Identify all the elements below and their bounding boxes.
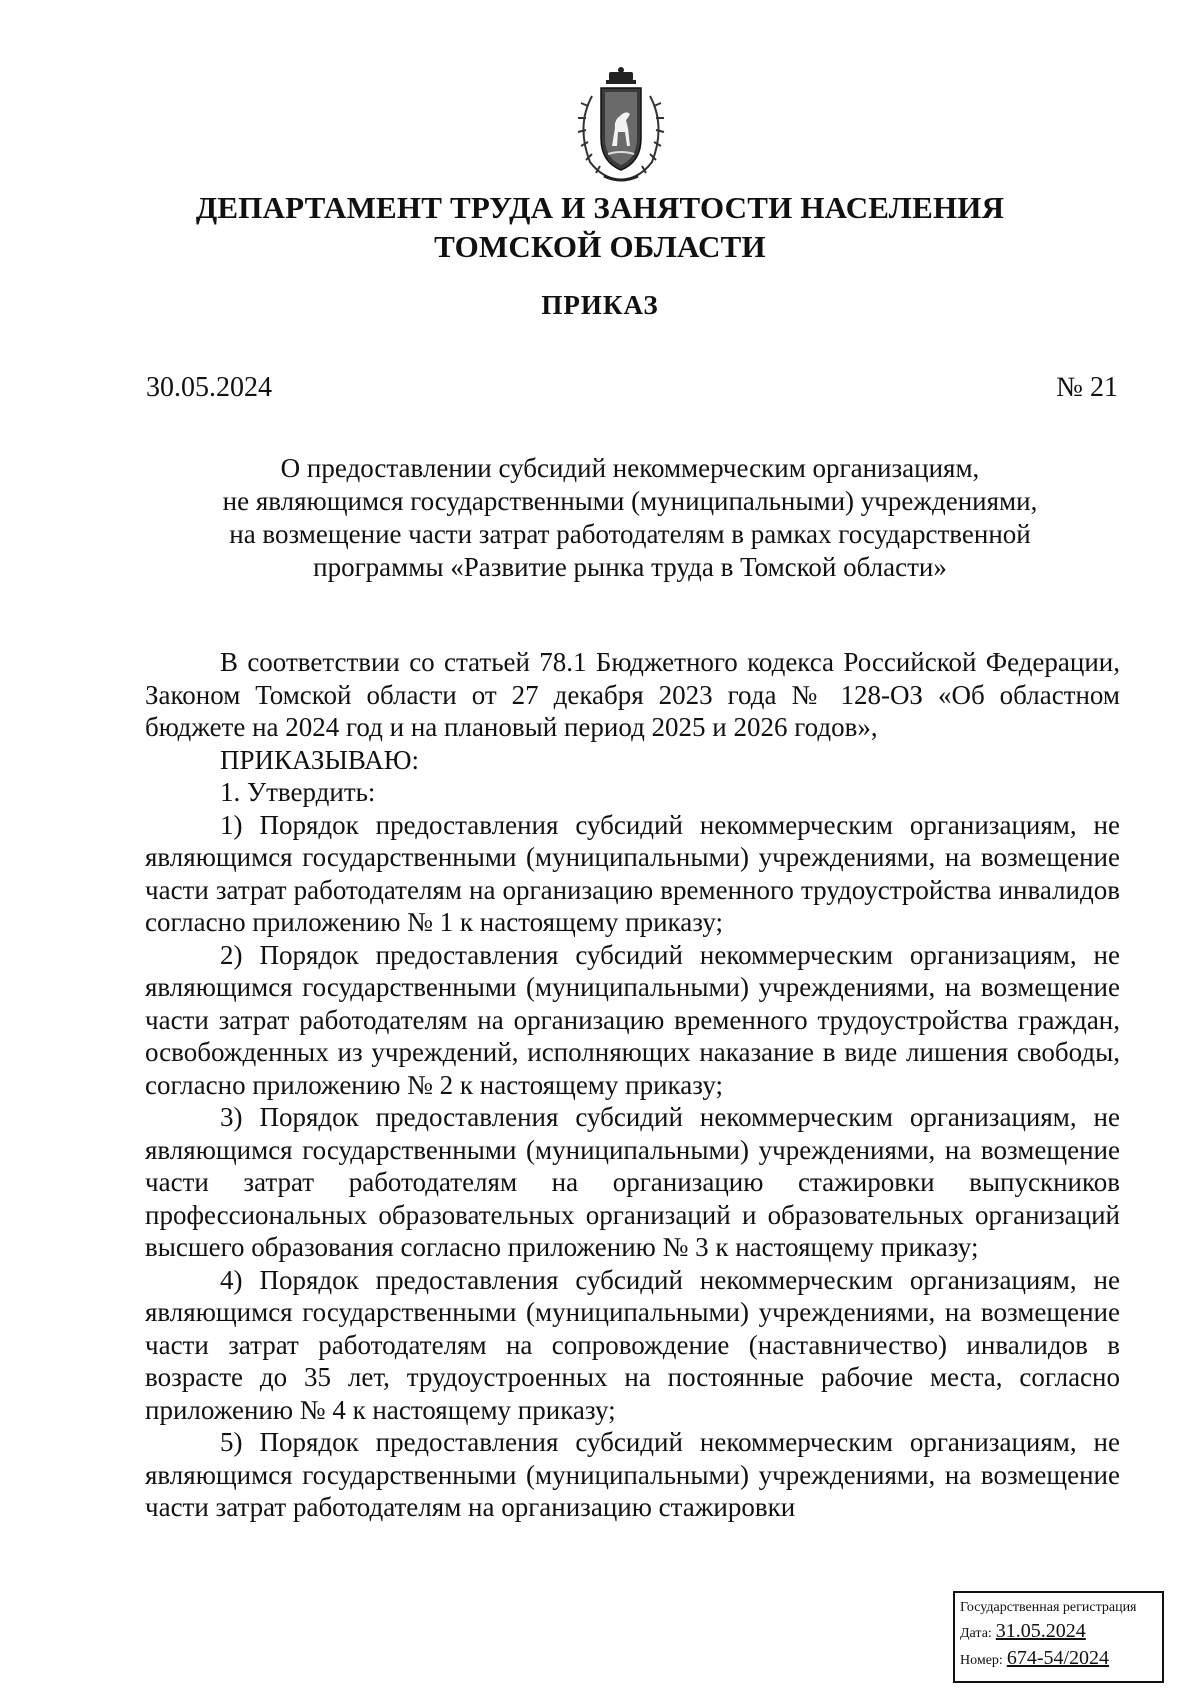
list-item: 2) Порядок предоставления субсидий некоммерческим организациям, не являющимся государственными (муниципальными) учреждениями, на возмещение части затрат работодателям на организацию временного трудоустройства граждан, освобожденных из учреждений, исполняющих наказание в виде лишения свободы, согласно приложению № 2 к настоящему приказу; — [145, 939, 1120, 1100]
shield-icon — [601, 88, 641, 170]
organization-title — [0, 188, 1200, 266]
subject-line-3: на возмещение части затрат работодателям в рамках государственной — [229, 519, 1031, 549]
subject-line-2: не являющимся государственными (муниципальными) учреждениями, — [222, 486, 1038, 516]
preamble-paragraph: В соответствии со статьей 78.1 Бюджетного кодекса Российской Федерации, Законом Томской области от 27 декабря 2023 года № 128-ОЗ «Об областном бюджете на 2024 год и на плановый период 2025 и 2026 годов», — [145, 647, 1120, 742]
list-item: 4) Порядок предоставления субсидий некоммерческим организациям, не являющимся государственными (муниципальными) учреждениями, на возмещение части затрат работодателям на сопровождение (наставничество) инвалидов в возрасте до 35 лет, трудоустроенных на постоянные рабочие места, согласно приложению № 4 к настоящему приказу; — [145, 1264, 1120, 1425]
document-subject — [150, 452, 1110, 584]
registration-date-label: Дата: — [960, 1626, 992, 1641]
point-1: 1. Утвердить: — [220, 777, 376, 807]
document-date: 30.05.2024 — [146, 372, 272, 403]
registration-stamp — [953, 1591, 1164, 1683]
organization-title-line-1: ДЕПАРТАМЕНТ ТРУДА И ЗАНЯТОСТИ НАСЕЛЕНИЯ — [195, 190, 1005, 225]
list-item: 5) Порядок предоставления субсидий некоммерческим организациям, не являющимся государственными (муниципальными) учреждениями, на возмещение части затрат работодателям на организацию стажировки — [145, 1427, 1120, 1522]
crown-icon — [606, 67, 636, 84]
coat-of-arms-icon — [568, 66, 674, 188]
document-number: № 21 — [1056, 372, 1118, 403]
list-item: 3) Порядок предоставления субсидий некоммерческим организациям, не являющимся государственными (муниципальными) учреждениями, на возмещение части затрат работодателям на организацию стажировки выпускников профессиональных образовательных организаций и образовательных организаций высшего образования согласно приложению № 3 к настоящему приказу; — [145, 1102, 1120, 1262]
registration-date-row — [960, 1619, 1157, 1646]
subject-line-1: О предоставлении субсидий некоммерческим организациям, — [280, 453, 980, 483]
organization-title-line-2: ТОМСКОЙ ОБЛАСТИ — [434, 229, 766, 264]
order-word: ПРИКАЗЫВАЮ: — [220, 744, 419, 775]
registration-number-row — [960, 1646, 1157, 1673]
document-body — [145, 646, 1120, 1524]
ribbon-icon — [604, 176, 638, 180]
list-item: 1) Порядок предоставления субсидий некоммерческим организациям, не являющимся государственными (муниципальными) учреждениями, на возмещение части затрат работодателям на организацию временного трудоустройства инвалидов согласно приложению № 1 к настоящему приказу; — [145, 809, 1120, 937]
document-type: ПРИКАЗ — [541, 290, 659, 320]
registration-date-value: 31.05.2024 — [995, 1620, 1086, 1642]
registration-stamp-title: Государственная регистрация — [960, 1600, 1137, 1615]
registration-number-label: Номер: — [960, 1653, 1003, 1668]
subject-line-4: программы «Развитие рынка труда в Томской области» — [313, 552, 947, 582]
registration-number-value: 674-54/2024 — [1006, 1647, 1110, 1669]
